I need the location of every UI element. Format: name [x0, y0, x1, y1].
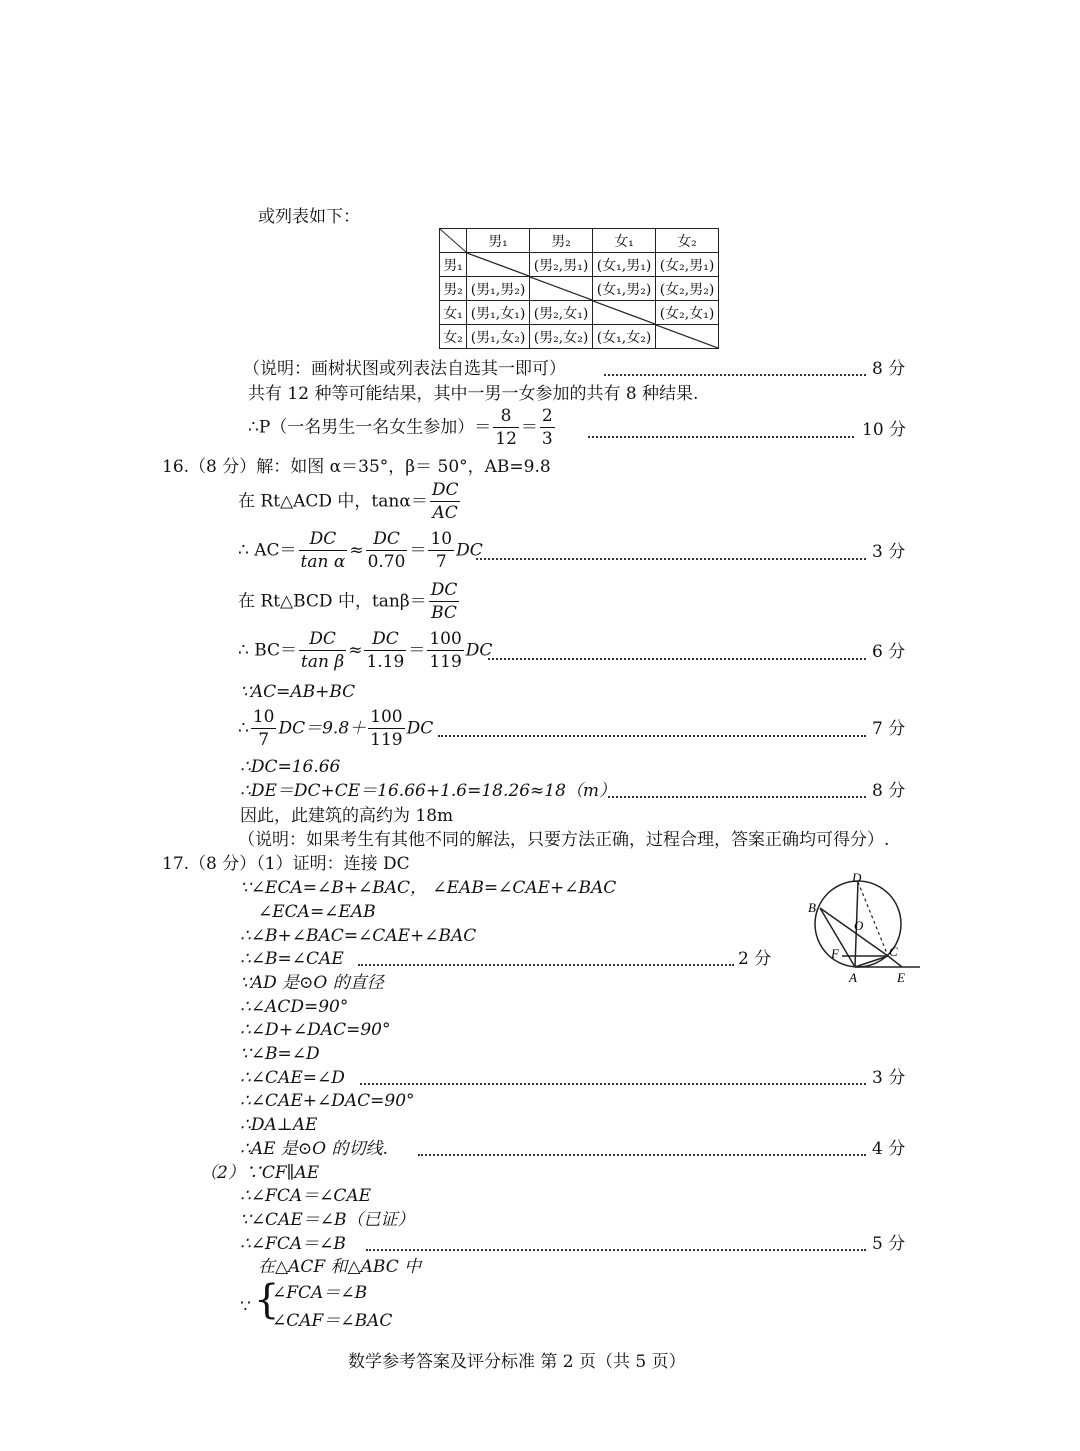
equals-sign: ＝ [409, 540, 427, 561]
text: 在 Rt△BCD 中，tanβ＝ [238, 591, 427, 612]
table-row [440, 301, 719, 325]
col-header: 男₂ [530, 229, 593, 253]
score-mark: 10 分 [862, 420, 907, 440]
fraction [368, 706, 404, 751]
fraction [429, 579, 460, 624]
label-b: B [808, 900, 816, 915]
table-cell: (男₂,女₂) [530, 325, 593, 349]
q16-heading: 16.（8 分）解：如图 α＝35°，β＝ 50°，AB=9.8 [162, 457, 551, 477]
q17-step: ∠ECA=∠EAB [258, 902, 376, 922]
q17-step: ∴∠FCA＝∠B [240, 1234, 346, 1254]
numerator: 2 [541, 406, 553, 426]
q16-dc-value: ∴DC=16.66 [240, 757, 341, 777]
text: DC [406, 718, 434, 739]
q16-note: （说明：如果考生有其他不同的解法，只要方法正确，过程合理，答案正确均可得分）. [238, 830, 890, 850]
q17-step: ∴∠CAE=∠D [240, 1068, 345, 1088]
q17-step: ∴∠D+∠DAC=90° [240, 1020, 391, 1040]
table-row [440, 325, 719, 349]
numerator: DC [430, 580, 458, 600]
fraction [364, 628, 406, 673]
row-header: 男₁ [440, 253, 467, 277]
denominator: tan α [300, 552, 346, 572]
numerator: DC [431, 480, 459, 500]
numerator: 10 [430, 529, 453, 549]
table-cell: (女₂,男₂) [656, 277, 719, 301]
table-corner-cell [440, 229, 467, 253]
because-symbol: ∵ [240, 1297, 251, 1317]
numerator: 10 [252, 707, 275, 727]
table-diagonal-cell [467, 253, 530, 277]
table-cell: (男₁,男₂) [467, 277, 530, 301]
prob-prefix: ∴P（一名男生一名女生参加）＝ [248, 417, 492, 438]
fraction [493, 405, 519, 450]
q17-step: ∵∠CAE＝∠B（已证） [240, 1210, 415, 1230]
dotted-leader [588, 436, 854, 438]
left-brace-icon: { [254, 1277, 280, 1323]
col-header: 男₁ [467, 229, 530, 253]
q17-step: ∵AD 是⊙O 的直径 [240, 973, 384, 993]
score-mark: 3 分 [872, 1068, 906, 1088]
dotted-leader [604, 374, 866, 376]
table-diagonal-cell [530, 277, 593, 301]
q16-bc-equation [238, 628, 492, 673]
q16-dc-equation [238, 706, 433, 751]
dotted-leader [438, 735, 866, 737]
numerator: DC [299, 528, 348, 551]
q16-ac-equation [238, 528, 483, 573]
q17-condition: ∠CAF＝∠BAC [272, 1311, 393, 1331]
label-d: D [852, 872, 862, 885]
denominator: AC [432, 503, 458, 523]
q17-step: ∵∠B=∠D [240, 1044, 320, 1064]
table-cell: (女₁,男₂) [593, 277, 656, 301]
q17-step: ∴∠ACD=90° [240, 997, 349, 1017]
denominator: 119 [429, 652, 462, 672]
text: DC [456, 540, 483, 561]
q17-condition: ∠FCA＝∠B [272, 1283, 368, 1303]
numerator: DC [364, 628, 406, 651]
q16-de-value: ∴DE＝DC+CE＝16.66+1.6=18.26≈18（m） [240, 781, 617, 801]
table-cell: (男₂,男₁) [530, 253, 593, 277]
q16-tan-beta [238, 579, 461, 624]
q15-result: 共有 12 种等可能结果，其中一男一女参加的共有 8 种结果. [248, 384, 699, 404]
equals-sign: ＝ [520, 417, 538, 438]
label-o: O [854, 918, 864, 933]
denominator: 7 [258, 730, 270, 750]
table-cell: (男₁,女₂) [467, 325, 530, 349]
fraction [299, 528, 348, 573]
table-diagonal-cell [656, 325, 719, 349]
numerator: 100 [429, 629, 462, 649]
denominator: 1.19 [366, 652, 405, 672]
q16-tan-alpha [238, 479, 462, 524]
denominator: 12 [495, 429, 517, 449]
table-cell: (男₂,女₁) [530, 301, 593, 325]
table-row [440, 277, 719, 301]
outcome-table [439, 228, 719, 349]
dotted-leader [608, 796, 866, 798]
dotted-leader [366, 1249, 866, 1251]
dotted-leader [476, 558, 866, 560]
fraction [366, 528, 408, 573]
table-cell: (女₂,男₁) [656, 253, 719, 277]
denominator: 119 [370, 730, 403, 750]
row-header: 女₁ [440, 301, 467, 325]
table-cell: (女₁,男₁) [593, 253, 656, 277]
approx-sign: ≈ [349, 540, 364, 561]
numerator: DC [366, 528, 408, 551]
q16-conclusion: 因此，此建筑的高约为 18m [240, 806, 454, 826]
label-e: E [897, 970, 905, 985]
denominator: 0.70 [367, 552, 406, 572]
page-footer: 数学参考答案及评分标准 第 2 页（共 5 页） [348, 1352, 686, 1372]
table-row [440, 253, 719, 277]
numerator: 100 [370, 707, 403, 727]
table-cell: (男₁,女₁) [467, 301, 530, 325]
q17-part2: （2）∵CF∥AE [200, 1163, 320, 1183]
col-header: 女₂ [656, 229, 719, 253]
text: DC＝9.8＋ [278, 718, 367, 739]
q17-step: ∵∠ECA=∠B+∠BAC， ∠EAB=∠CAE+∠BAC [240, 878, 617, 898]
dotted-leader [488, 658, 866, 660]
label-f: F [831, 946, 839, 961]
score-mark: 6 分 [872, 642, 906, 662]
table-cell: (女₂,女₁) [656, 301, 719, 325]
score-mark: 2 分 [738, 949, 772, 969]
score-mark: 8 分 [872, 359, 906, 379]
text: ∴ BC＝ [238, 640, 298, 661]
col-header: 女₁ [593, 229, 656, 253]
approx-sign: ≈ [348, 640, 363, 661]
equals-sign: ＝ [408, 640, 426, 661]
fraction [427, 628, 463, 673]
score-mark: 4 分 [872, 1139, 906, 1159]
circle-figure [800, 872, 925, 987]
label-a: A [849, 970, 857, 985]
q17-heading: 17.（8 分）（1）证明：连接 DC [162, 854, 410, 874]
score-mark: 5 分 [872, 1234, 906, 1254]
dotted-leader [360, 1083, 866, 1085]
q17-step: ∴∠FCA＝∠CAE [240, 1186, 372, 1206]
numerator: 8 [493, 405, 519, 428]
q16-ac-sum: ∵AC=AB+BC [240, 682, 356, 702]
label-c: C [889, 944, 898, 959]
row-header: 女₂ [440, 325, 467, 349]
fraction [428, 528, 454, 573]
q17-step: 在△ACF 和△ABC 中 [258, 1257, 422, 1277]
denominator: 3 [541, 429, 553, 449]
q17-step: ∴∠B=∠CAE [240, 949, 344, 969]
fraction [540, 405, 555, 450]
q17-step: ∴∠B+∠BAC=∠CAE+∠BAC [240, 926, 477, 946]
dotted-leader [358, 964, 734, 966]
q15-note: （说明：画树状图或列表法自选其一即可） [243, 359, 566, 379]
dotted-leader [418, 1154, 866, 1156]
score-mark: 3 分 [872, 542, 906, 562]
q17-step: ∴AE 是⊙O 的切线. [240, 1139, 388, 1159]
table-cell: (女₁,女₂) [593, 325, 656, 349]
q15-probability [248, 405, 557, 450]
score-mark: 8 分 [872, 781, 906, 801]
text: DC [465, 640, 493, 661]
denominator: tan β [301, 652, 345, 672]
fraction [430, 479, 461, 524]
denominator: BC [431, 603, 457, 623]
denominator: 7 [435, 552, 447, 572]
text: 在 Rt△ACD 中，tanα＝ [238, 491, 428, 512]
fraction [299, 628, 346, 673]
q17-step: ∴DA⊥AE [240, 1115, 318, 1135]
numerator: DC [299, 628, 346, 651]
table-intro: 或列表如下： [258, 207, 360, 227]
text: ∴ [238, 718, 249, 739]
table-diagonal-cell [593, 301, 656, 325]
fraction [251, 706, 277, 751]
score-mark: 7 分 [872, 719, 906, 739]
row-header: 男₂ [440, 277, 467, 301]
text: ∴ AC＝ [238, 540, 297, 561]
q17-step: ∴∠CAE+∠DAC=90° [240, 1091, 415, 1111]
